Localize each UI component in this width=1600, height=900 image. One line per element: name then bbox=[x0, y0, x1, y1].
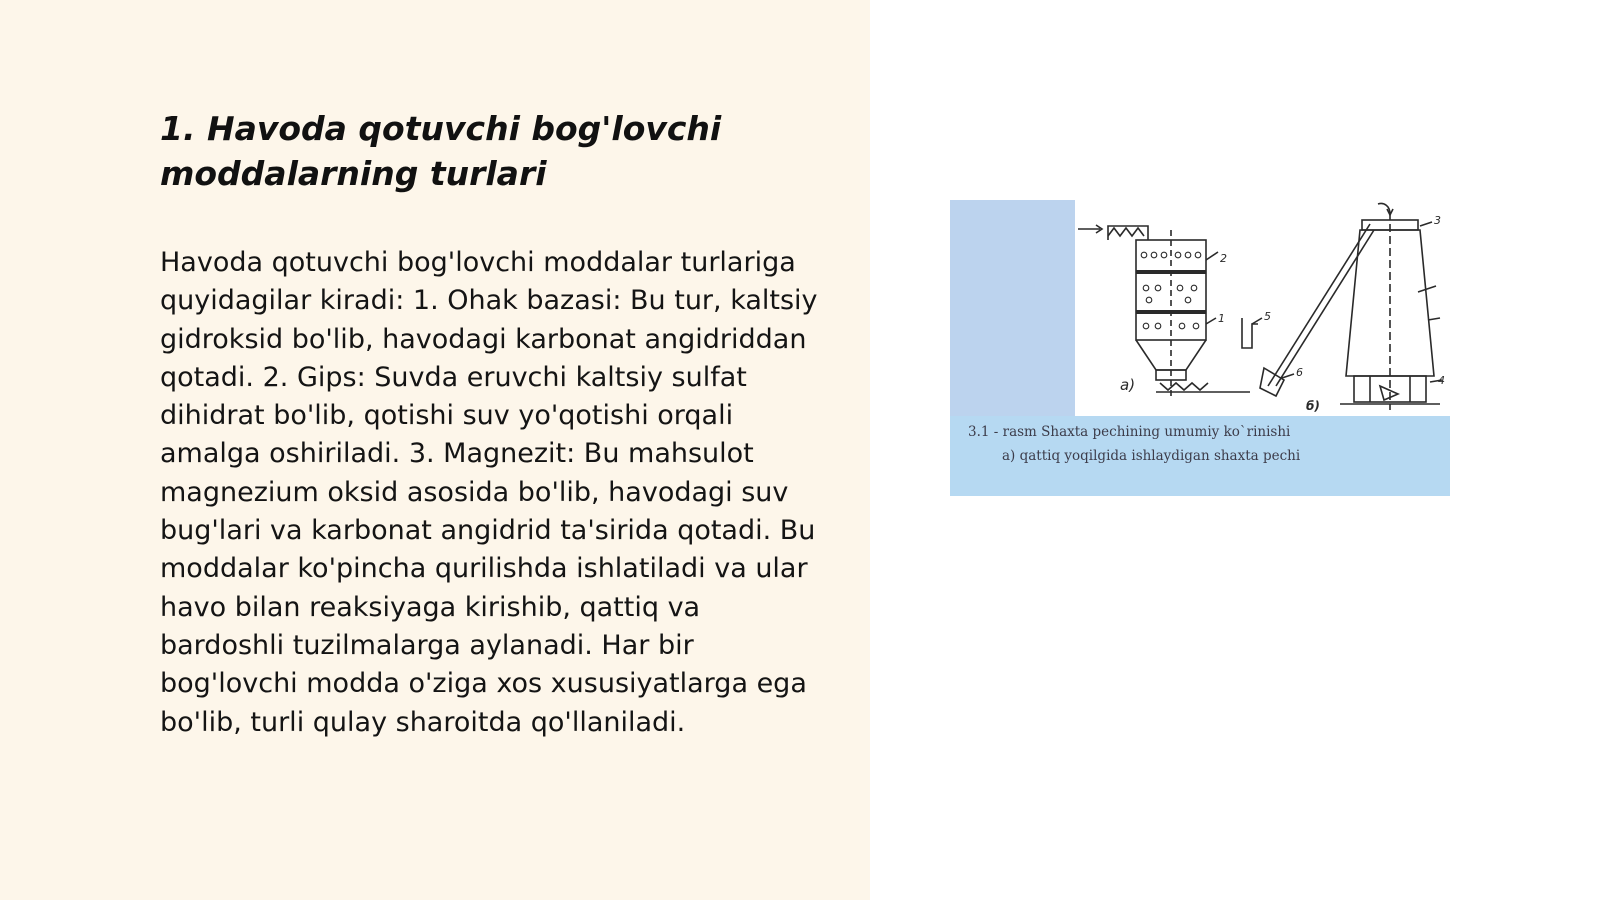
callout-3: 3 bbox=[1434, 214, 1441, 227]
callout-1: 1 bbox=[1218, 312, 1225, 325]
slide-title: 1. Havoda qotuvchi bog'lovchi moddalarning turlari bbox=[160, 109, 722, 193]
callout-5: 5 bbox=[1264, 310, 1271, 323]
callout-6: 6 bbox=[1296, 366, 1303, 379]
callout-4: 4 bbox=[1438, 374, 1445, 387]
callout-2: 2 bbox=[1220, 252, 1227, 265]
figure-caption bbox=[968, 420, 1428, 468]
label-b: б) bbox=[1306, 399, 1320, 413]
slide-body-text: Havoda qotuvchi bog'lovchi moddalar turlariga quyidagilar kiradi: 1. Ohak bazasi: Bu tur, kaltsiy gidroksid bo'lib, havodagi karbonat angidriddan qotadi. 2. Gips: Suvda eruvchi kaltsiy sulfat dihidrat bo'lib, qotishi suv yo'qotishi orqali amalga oshiriladi. 3. Magnezit: Bu mahsulot magnezium oksid asosida bo'lib, havodagi suv bug'lari va karbonat angidrid ta'sirida qotadi. Bu moddalar ko'pincha qurilishda ishlatiladi va ular havo bilan reaksiyaga kirishib, qattiq va bardoshli tuzilmalarga aylanadi. Har bir bog'lovchi modda o'ziga xos xususiyatlarga ega bo'lib, turli qulay sharoitda qo'llaniladi. bbox=[160, 247, 818, 738]
figure-caption-line-2: a) qattiq yoqilgida ishlaydigan shaxta pechi bbox=[1002, 448, 1301, 464]
figure-caption-line-1: 3.1 - rasm Shaxta pechining umumiy ko`rinishi bbox=[968, 424, 1291, 440]
shaft-kiln-figure bbox=[950, 200, 1450, 496]
kiln-b-drawing bbox=[1242, 203, 1442, 410]
label-a: a) bbox=[1120, 376, 1136, 394]
